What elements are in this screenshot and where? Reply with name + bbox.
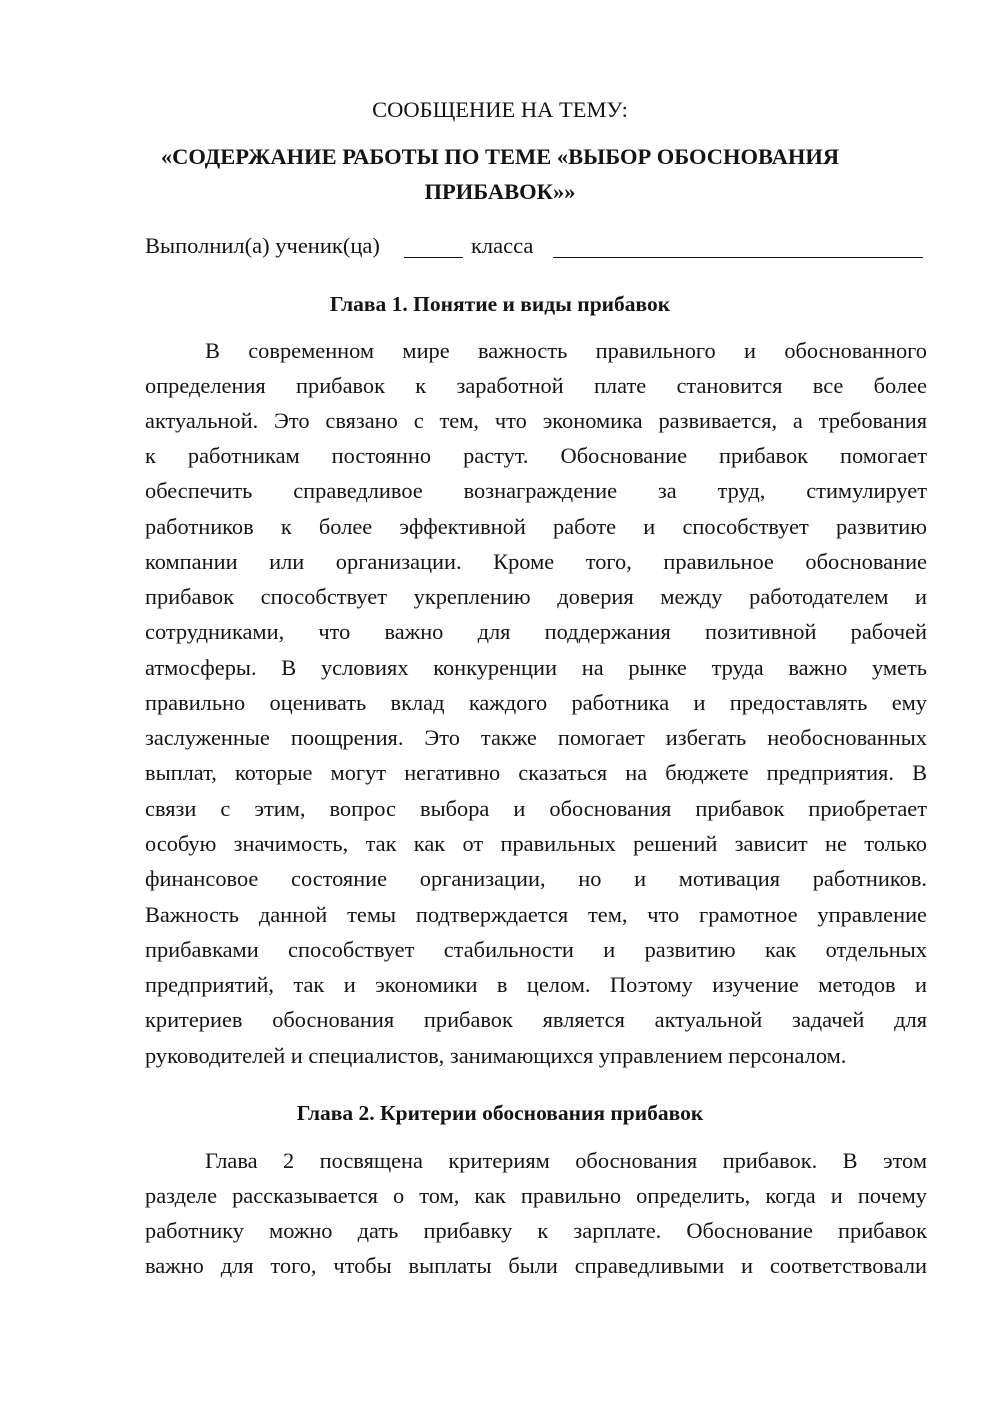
paragraph-line: особую значимость, так как от правильных решений зависит не только: [145, 831, 927, 856]
paragraph-line: компании или организации. Кроме того, правильное обоснование: [145, 549, 927, 574]
paragraph-line: разделе рассказывается о том, как правильно определить, когда и почему: [145, 1183, 927, 1208]
chapter-1-heading: Глава 1. Понятие и виды прибавок: [329, 292, 671, 316]
document-subtitle-line-2: ПРИБАВОК»»: [424, 179, 576, 204]
paragraph-line: актуальной. Это связано с тем, что экономика развивается, а требования: [145, 408, 927, 433]
paragraph-line: прибавок способствует укреплению доверия между работодателем и: [145, 584, 927, 609]
paragraph-line: критериев обоснования прибавок является актуальной задачей для: [145, 1007, 927, 1032]
paragraph-line: к работникам постоянно растут. Обоснование прибавок помогает: [145, 443, 927, 468]
paragraph-line: важно для того, чтобы выплаты были справедливыми и соответствовали: [145, 1253, 927, 1278]
author-label: Выполнил(а) ученик(ца): [145, 233, 380, 258]
paragraph-line: связи с этим, вопрос выбора и обоснования прибавок приобретает: [145, 796, 927, 821]
paragraph-line: предприятий, так и экономики в целом. Поэтому изучение методов и: [145, 972, 927, 997]
paragraph-line: определения прибавок к заработной плате становится все более: [145, 373, 927, 398]
paragraph-line: заслуженные поощрения. Это также помогает избегать необоснованных: [145, 725, 927, 750]
chapter-2-heading: Глава 2. Критерии обоснования прибавок: [296, 1101, 704, 1125]
document-title: СООБЩЕНИЕ НА ТЕМУ:: [372, 97, 628, 122]
paragraph-line: работников к более эффективной работе и способствует развитию: [145, 514, 927, 539]
document-subtitle-line-1: «СОДЕРЖАНИЕ РАБОТЫ ПО ТЕМЕ «ВЫБОР ОБОСНОВАНИЯ: [160, 144, 840, 169]
paragraph-line: работнику можно дать прибавку к зарплате. Обоснование прибавок: [145, 1218, 927, 1243]
paragraph-line: руководителей и специалистов, занимающихся управлением персоналом.: [145, 1043, 847, 1068]
paragraph-line: правильно оценивать вклад каждого работника и предоставлять ему: [145, 690, 927, 715]
class-number-blank: [404, 257, 463, 258]
author-name-blank: [553, 257, 923, 258]
paragraph-line: выплат, которые могут негативно сказаться на бюджете предприятия. В: [145, 760, 927, 785]
paragraph-line: В современном мире важность правильного и обоснованного: [205, 338, 927, 363]
class-label: класса: [471, 233, 534, 258]
paragraph-line: финансовое состояние организации, но и мотивация работников.: [145, 866, 927, 891]
paragraph-line: сотрудниками, что важно для поддержания позитивной рабочей: [145, 619, 927, 644]
author-info-row: [145, 232, 935, 264]
paragraph-line: обеспечить справедливое вознаграждение за труд, стимулирует: [145, 478, 927, 503]
paragraph-line: прибавками способствует стабильности и развитию как отдельных: [145, 937, 927, 962]
paragraph-line: атмосферы. В условиях конкуренции на рынке труда важно уметь: [145, 655, 927, 680]
paragraph-line: Глава 2 посвящена критериям обоснования прибавок. В этом: [205, 1148, 927, 1173]
paragraph-line: Важность данной темы подтверждается тем, что грамотное управление: [145, 902, 927, 927]
